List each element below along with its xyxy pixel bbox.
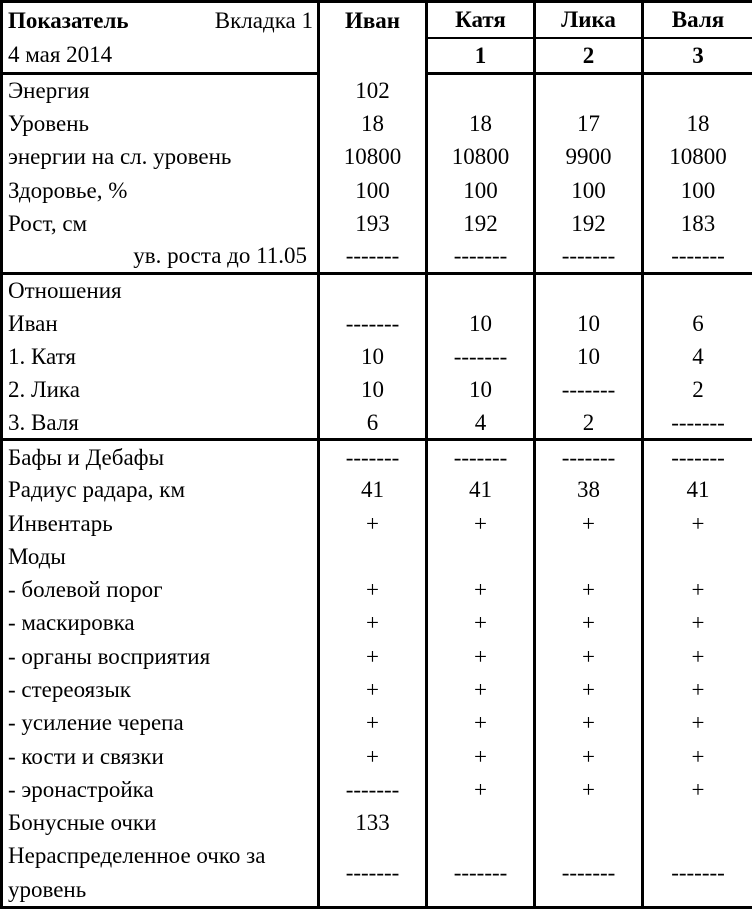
row-label: Моды: [2, 540, 319, 573]
value-cell-ivan: +: [319, 640, 427, 673]
value-cell-valya: +: [643, 739, 752, 772]
value-cell-ivan: 133: [319, 806, 427, 839]
value-cell-lika: 10: [535, 340, 643, 373]
value-cell-valya: -------: [643, 240, 752, 273]
row-label: - стереоязык: [2, 673, 319, 706]
value-cell-ivan: 41: [319, 473, 427, 506]
value-cell-ivan: -------: [319, 773, 427, 806]
value-cell-ivan: 10: [319, 340, 427, 373]
value-cell-ivan: [319, 273, 427, 306]
value-cell-katya: 41: [427, 473, 535, 506]
value-cell-ivan: +: [319, 573, 427, 606]
value-cell-ivan: 6: [319, 406, 427, 439]
value-cell-katya: -------: [427, 340, 535, 373]
value-cell-valya: 2: [643, 373, 752, 406]
header-number-valya: 3: [643, 38, 752, 74]
value-cell-valya: +: [643, 706, 752, 739]
table-row: [2, 540, 752, 573]
value-cell-valya: -------: [643, 839, 752, 907]
row-label: Рост, см: [2, 207, 319, 240]
table-row: [2, 506, 752, 539]
value-cell-lika: 38: [535, 473, 643, 506]
value-cell-valya: [643, 74, 752, 107]
row-label: - болевой порог: [2, 573, 319, 606]
value-cell-ivan: -------: [319, 240, 427, 273]
value-cell-lika: 192: [535, 207, 643, 240]
value-cell-katya: +: [427, 573, 535, 606]
row-label: Иван: [2, 307, 319, 340]
row-label: 1. Катя: [2, 340, 319, 373]
value-cell-lika: -------: [535, 440, 643, 473]
value-cell-lika: +: [535, 640, 643, 673]
row-label: - кости и связки: [2, 739, 319, 772]
value-cell-katya: +: [427, 606, 535, 639]
row-label: Бафы и Дебафы: [2, 440, 319, 473]
value-cell-lika: 9900: [535, 140, 643, 173]
value-cell-lika: -------: [535, 373, 643, 406]
value-cell-lika: -------: [535, 839, 643, 907]
value-cell-lika: +: [535, 606, 643, 639]
value-cell-lika: 17: [535, 107, 643, 140]
value-cell-ivan: -------: [319, 839, 427, 907]
value-cell-katya: +: [427, 673, 535, 706]
row-label: Энергия: [2, 74, 319, 107]
header-title: Показатель: [8, 7, 129, 33]
value-cell-katya: -------: [427, 240, 535, 273]
value-cell-ivan: 193: [319, 207, 427, 240]
value-cell-ivan: +: [319, 739, 427, 772]
row-label: Отношения: [2, 273, 319, 306]
value-cell-ivan: +: [319, 673, 427, 706]
row-label: Уровень: [2, 107, 319, 140]
table-row: [2, 473, 752, 506]
table-row: [2, 173, 752, 206]
value-cell-lika: 100: [535, 173, 643, 206]
table-row: [2, 340, 752, 373]
value-cell-katya: +: [427, 506, 535, 539]
value-cell-ivan: 10800: [319, 140, 427, 173]
value-cell-katya: -------: [427, 839, 535, 907]
row-label: - эронастройка: [2, 773, 319, 806]
table-row: [2, 806, 752, 839]
value-cell-ivan: 18: [319, 107, 427, 140]
value-cell-lika: -------: [535, 240, 643, 273]
header-tab-label: Вкладка 1: [214, 7, 313, 33]
table-row: [2, 739, 752, 772]
header-name-ivan: Иван: [319, 2, 427, 74]
value-cell-ivan: -------: [319, 440, 427, 473]
value-cell-lika: [535, 540, 643, 573]
row-label: 2. Лика: [2, 373, 319, 406]
row-label: 3. Валя: [2, 406, 319, 439]
table-row: [2, 706, 752, 739]
value-cell-valya: +: [643, 640, 752, 673]
value-cell-ivan: +: [319, 706, 427, 739]
value-cell-valya: [643, 273, 752, 306]
value-cell-lika: +: [535, 506, 643, 539]
table-row: [2, 673, 752, 706]
value-cell-katya: 10: [427, 307, 535, 340]
value-cell-ivan: -------: [319, 307, 427, 340]
table-row: [2, 207, 752, 240]
value-cell-valya: [643, 806, 752, 839]
value-cell-lika: +: [535, 773, 643, 806]
header-number-lika: 2: [535, 38, 643, 74]
header-name-katya: Катя: [427, 2, 535, 38]
table-row: [2, 373, 752, 406]
row-label: ув. роста до 11.05: [2, 240, 319, 273]
value-cell-katya: [427, 74, 535, 107]
value-cell-ivan: +: [319, 506, 427, 539]
value-cell-valya: 41: [643, 473, 752, 506]
value-cell-ivan: 102: [319, 74, 427, 107]
value-cell-katya: +: [427, 773, 535, 806]
value-cell-lika: +: [535, 573, 643, 606]
row-label: - маскировка: [2, 606, 319, 639]
value-cell-valya: [643, 540, 752, 573]
value-cell-valya: -------: [643, 440, 752, 473]
value-cell-ivan: 100: [319, 173, 427, 206]
value-cell-valya: +: [643, 606, 752, 639]
header-row-names: [2, 2, 752, 38]
value-cell-ivan: +: [319, 606, 427, 639]
value-cell-katya: +: [427, 706, 535, 739]
header-date: 4 мая 2014: [2, 38, 319, 74]
value-cell-valya: 4: [643, 340, 752, 373]
value-cell-lika: +: [535, 673, 643, 706]
value-cell-lika: [535, 74, 643, 107]
value-cell-katya: 192: [427, 207, 535, 240]
value-cell-ivan: [319, 540, 427, 573]
table-row: [2, 273, 752, 306]
row-label: - усиление черепа: [2, 706, 319, 739]
row-label: Нераспределенное очко за уровень: [2, 839, 319, 907]
table-row: [2, 406, 752, 439]
value-cell-valya: 183: [643, 207, 752, 240]
value-cell-katya: [427, 540, 535, 573]
row-label: Инвентарь: [2, 506, 319, 539]
value-cell-katya: 10: [427, 373, 535, 406]
value-cell-valya: 100: [643, 173, 752, 206]
table-row: [2, 74, 752, 107]
value-cell-katya: -------: [427, 440, 535, 473]
value-cell-lika: 10: [535, 307, 643, 340]
value-cell-katya: 100: [427, 173, 535, 206]
table-row: [2, 773, 752, 806]
header-name-valya: Валя: [643, 2, 752, 38]
value-cell-katya: [427, 273, 535, 306]
table-row: [2, 140, 752, 173]
value-cell-lika: +: [535, 739, 643, 772]
table-row: [2, 307, 752, 340]
stats-table-body: [2, 2, 752, 908]
row-label: энергии на сл. уровень: [2, 140, 319, 173]
table-row: [2, 240, 752, 273]
value-cell-valya: +: [643, 506, 752, 539]
value-cell-lika: 2: [535, 406, 643, 439]
table-row: [2, 107, 752, 140]
value-cell-katya: +: [427, 640, 535, 673]
value-cell-valya: 6: [643, 307, 752, 340]
value-cell-lika: +: [535, 706, 643, 739]
header-name-lika: Лика: [535, 2, 643, 38]
value-cell-katya: 4: [427, 406, 535, 439]
value-cell-valya: +: [643, 673, 752, 706]
table-row: [2, 640, 752, 673]
value-cell-valya: 18: [643, 107, 752, 140]
value-cell-valya: 10800: [643, 140, 752, 173]
value-cell-valya: +: [643, 573, 752, 606]
row-label: Радиус радара, км: [2, 473, 319, 506]
value-cell-lika: [535, 273, 643, 306]
value-cell-katya: 18: [427, 107, 535, 140]
row-label: Бонусные очки: [2, 806, 319, 839]
row-label: Здоровье, %: [2, 173, 319, 206]
value-cell-katya: +: [427, 739, 535, 772]
header-title-cell: [2, 2, 319, 38]
value-cell-valya: +: [643, 773, 752, 806]
table-row: [2, 440, 752, 473]
header-number-katya: 1: [427, 38, 535, 74]
value-cell-katya: 10800: [427, 140, 535, 173]
table-row: [2, 606, 752, 639]
row-label: - органы восприятия: [2, 640, 319, 673]
value-cell-lika: [535, 806, 643, 839]
value-cell-ivan: 10: [319, 373, 427, 406]
table-row: [2, 839, 752, 907]
table-row: [2, 573, 752, 606]
value-cell-katya: [427, 806, 535, 839]
value-cell-valya: -------: [643, 406, 752, 439]
